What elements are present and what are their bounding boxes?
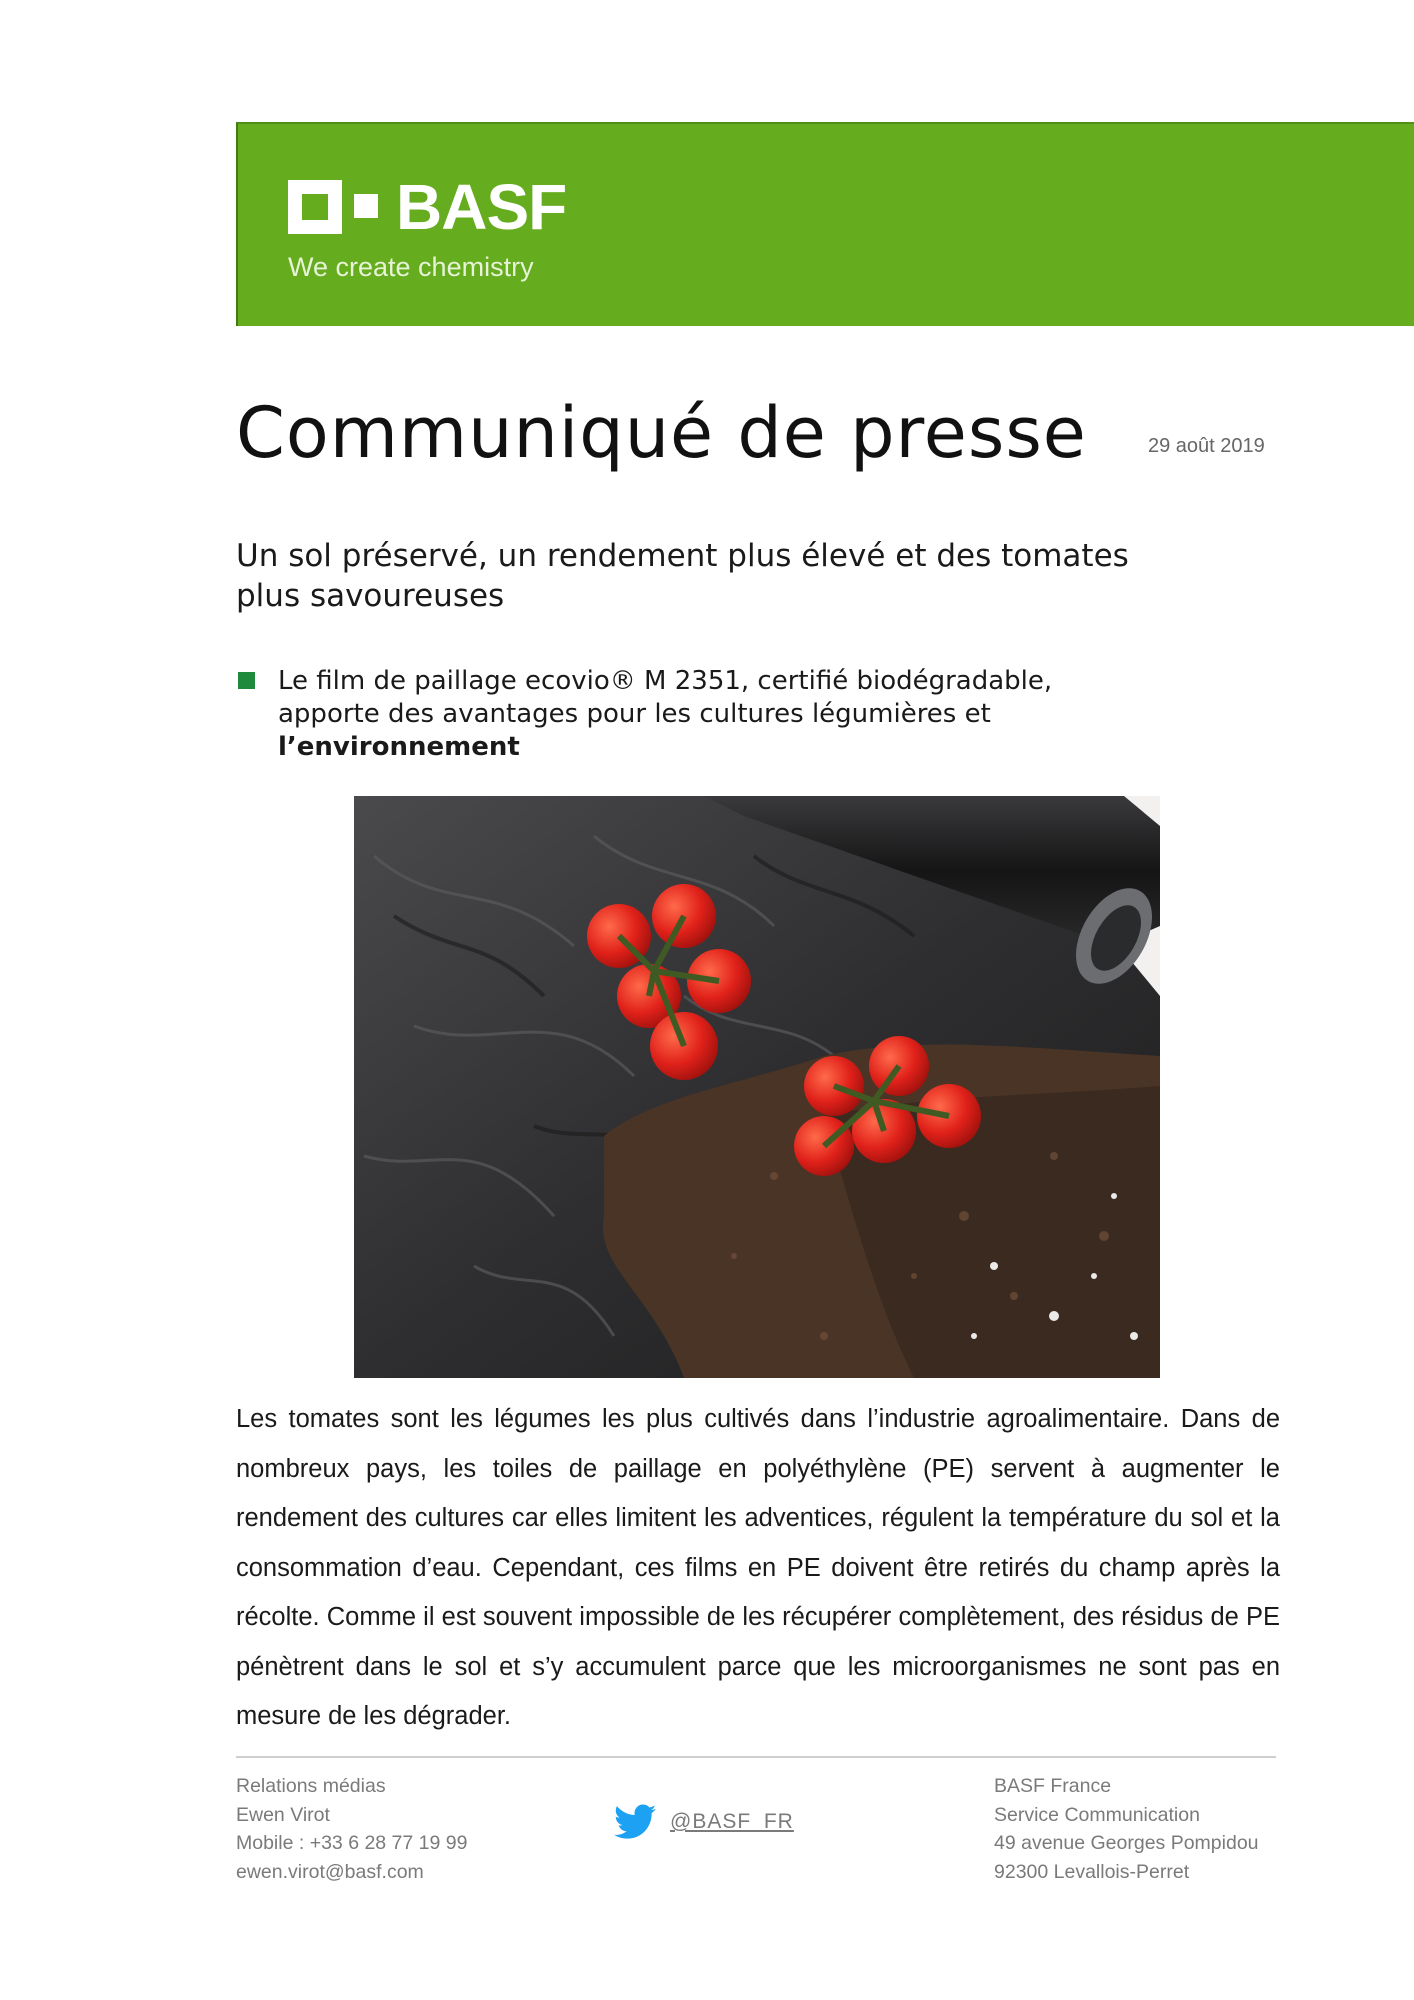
basf-logo-mark-icon [288,180,388,234]
bullet-square-icon [238,672,255,689]
twitter-link[interactable] [614,1804,804,1844]
product-photo [354,796,1160,1378]
tagline: We create chemistry [288,252,534,282]
contact-name: Ewen Virot [236,1803,330,1826]
basf-logo [288,171,598,243]
footer-contact [236,1772,467,1886]
contact-phone: Mobile : +33 6 28 77 19 99 [236,1832,468,1854]
body-paragraph: Les tomates sont les légumes les plus cultivés dans l’industrie agroalimentaire. Dans de nombreux pays, les toiles de paillage en polyéthylène (PE) servent à augmenter le rendement des cultures car elles limitent les adventices, régulent la température du sol et la consommation d’eau. Cependant, ces films en PE doivent être retirés du champ après la récolte. Comme il est souvent impossible de les récupérer complètement, des résidus de PE pénètrent dans le sol et s’y accumulent parce que les microorganismes ne sont pas en mesure de les dégrader. [236,1405,1280,1730]
contact-heading: Relations médias [236,1775,386,1797]
address-city: 92300 Levallois-Perret [994,1860,1190,1883]
footer-address [994,1772,1259,1886]
twitter-handle[interactable]: @BASF_FR [670,1810,794,1833]
document-title: Communiqué de presse [236,392,1087,474]
address-company: BASF France [994,1775,1112,1797]
contact-email: ewen.virot@basf.com [236,1860,424,1883]
bullet-line-bold: l’environnement [278,732,520,762]
mulch-film-tomatoes-illustration [354,796,1160,1378]
bullet-point [236,665,1136,764]
subtitle-line: Un sol préservé, un rendement plus élevé et des tomates [236,538,1129,574]
address-department: Service Communication [994,1803,1200,1826]
twitter-bird-icon [614,1804,656,1840]
footer-divider [236,1756,1276,1758]
subtitle-line: plus savoureuses [236,578,505,614]
document-date: 29 août 2019 [1148,435,1265,457]
bullet-text [278,665,1136,764]
bullet-line: apporte des avantages pour les cultures légumières et [278,699,991,729]
address-street: 49 avenue Georges Pompidou [994,1832,1259,1854]
document-subtitle [236,536,1216,616]
bullet-line: Le film de paillage ecovio® M 2351, certifié biodégradable, [278,666,1053,696]
header-banner [236,122,1414,326]
basf-logo-text: BASF [396,171,567,243]
